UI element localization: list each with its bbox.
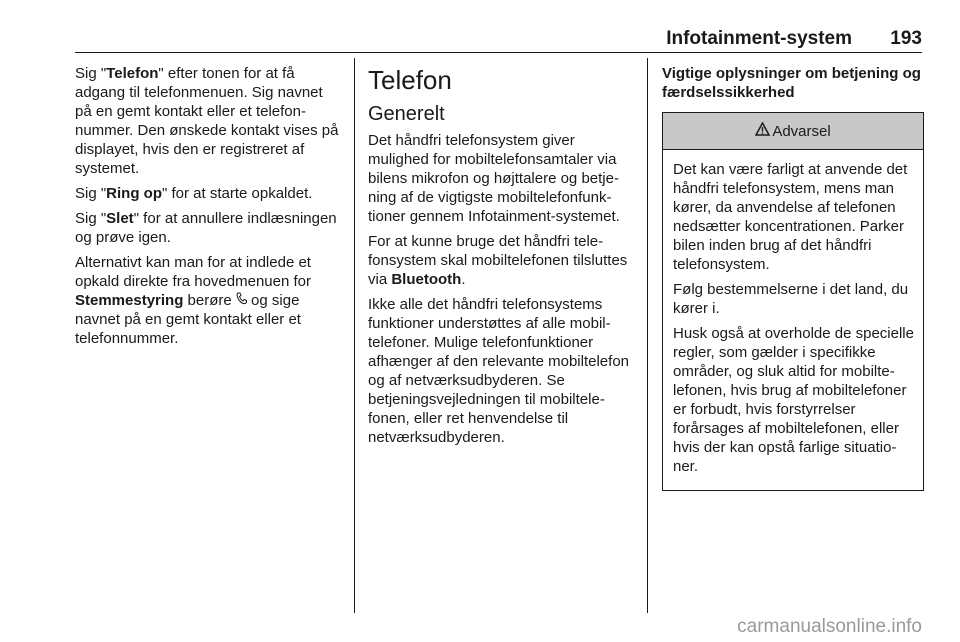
column-divider-2 (647, 58, 648, 613)
section-heading: Vigtige oplysninger om betjening og færdselssikkerhed (662, 65, 921, 101)
warning-box (662, 112, 924, 491)
paragraph: Det håndfri telefonsystem giver mulighed for mobiltelefonsamtaler via bilens mikrofon og højttalere og betjening af de vigtigste mobiltelefonfunktioner gennem Infotainment-systemet. (368, 132, 620, 225)
page-title: Infotainment-system (666, 28, 852, 49)
warning-paragraph: Følg bestemmelserne i det land, du kører i. (673, 281, 909, 317)
paragraph: Alternativt kan man for at indlede et opkald direkte fra hovedmenuen for Stemmestyring berøre og sige navnet på en gemt kontakt eller et telefonnummer. (75, 254, 311, 347)
column-3 (662, 64, 924, 491)
paragraph: Sig "Slet" for at annullere indlæsningen og prøve igen. (75, 210, 337, 246)
voice-command: Telefon (106, 65, 159, 82)
warning-header (663, 113, 923, 150)
phone-icon (236, 291, 247, 310)
paragraph: For at kunne bruge det håndfri telefonsystem skal mobiltelefonen tilsluttes via Bluetooth. (368, 233, 628, 288)
warning-paragraph: Det kan være farligt at anvende det håndfri telefonsystem, mens man kører, da anvendelse af telefonen nedsætter koncentrationen. Parker bilen inden brug af det håndfri telefonsystem. (673, 161, 908, 273)
column-divider-1 (354, 58, 355, 613)
warning-paragraph: Husk også at overholde de specielle regler, som gælder i specifikke områder, og sluk altid for mobiltelefonen, hvis brug af mobiltelefoner er forbudt, hvis forstyrrelser forårsages af mobiltelefonen, eller hvis der kan opstå farlige situationer. (673, 325, 914, 475)
page-number: 193 (890, 28, 922, 49)
paragraph: Ikke alle det håndfri telefonsystems funktioner understøttes af alle mobiltelefoner. Mulige telefonfunktioner afhænger af den relevante mobiltelefon og af netværksudbyderen. Se betjeningsvejledningen til mobiltelefonen, eller ret henvendelse til netværksudbyderen. (368, 296, 630, 446)
section-subheading: Generelt (368, 103, 445, 125)
voice-command: Slet (106, 210, 134, 227)
paragraph: Sig "Ring op" for at starte opkaldet. (75, 185, 313, 202)
watermark: carmanualsonline.info (737, 616, 922, 637)
page-header (75, 26, 922, 53)
warning-body (663, 150, 923, 490)
warning-triangle-icon (755, 122, 770, 141)
bluetooth-term: Bluetooth (391, 271, 462, 288)
voice-command: Ring op (106, 185, 162, 202)
warning-title: Advarsel (772, 122, 831, 140)
paragraph: Sig "Telefon" efter tonen for at få adgang til telefonmenuen. Sig navnet på en gemt kontakt eller et telefonnummer. Den ønskede kontakt vises på displayet, hvis den er registreret af systemet. (75, 65, 339, 177)
column-2 (368, 64, 636, 453)
menu-name: Stemmestyring (75, 292, 184, 309)
section-heading: Telefon (368, 65, 452, 95)
column-1 (75, 64, 343, 354)
